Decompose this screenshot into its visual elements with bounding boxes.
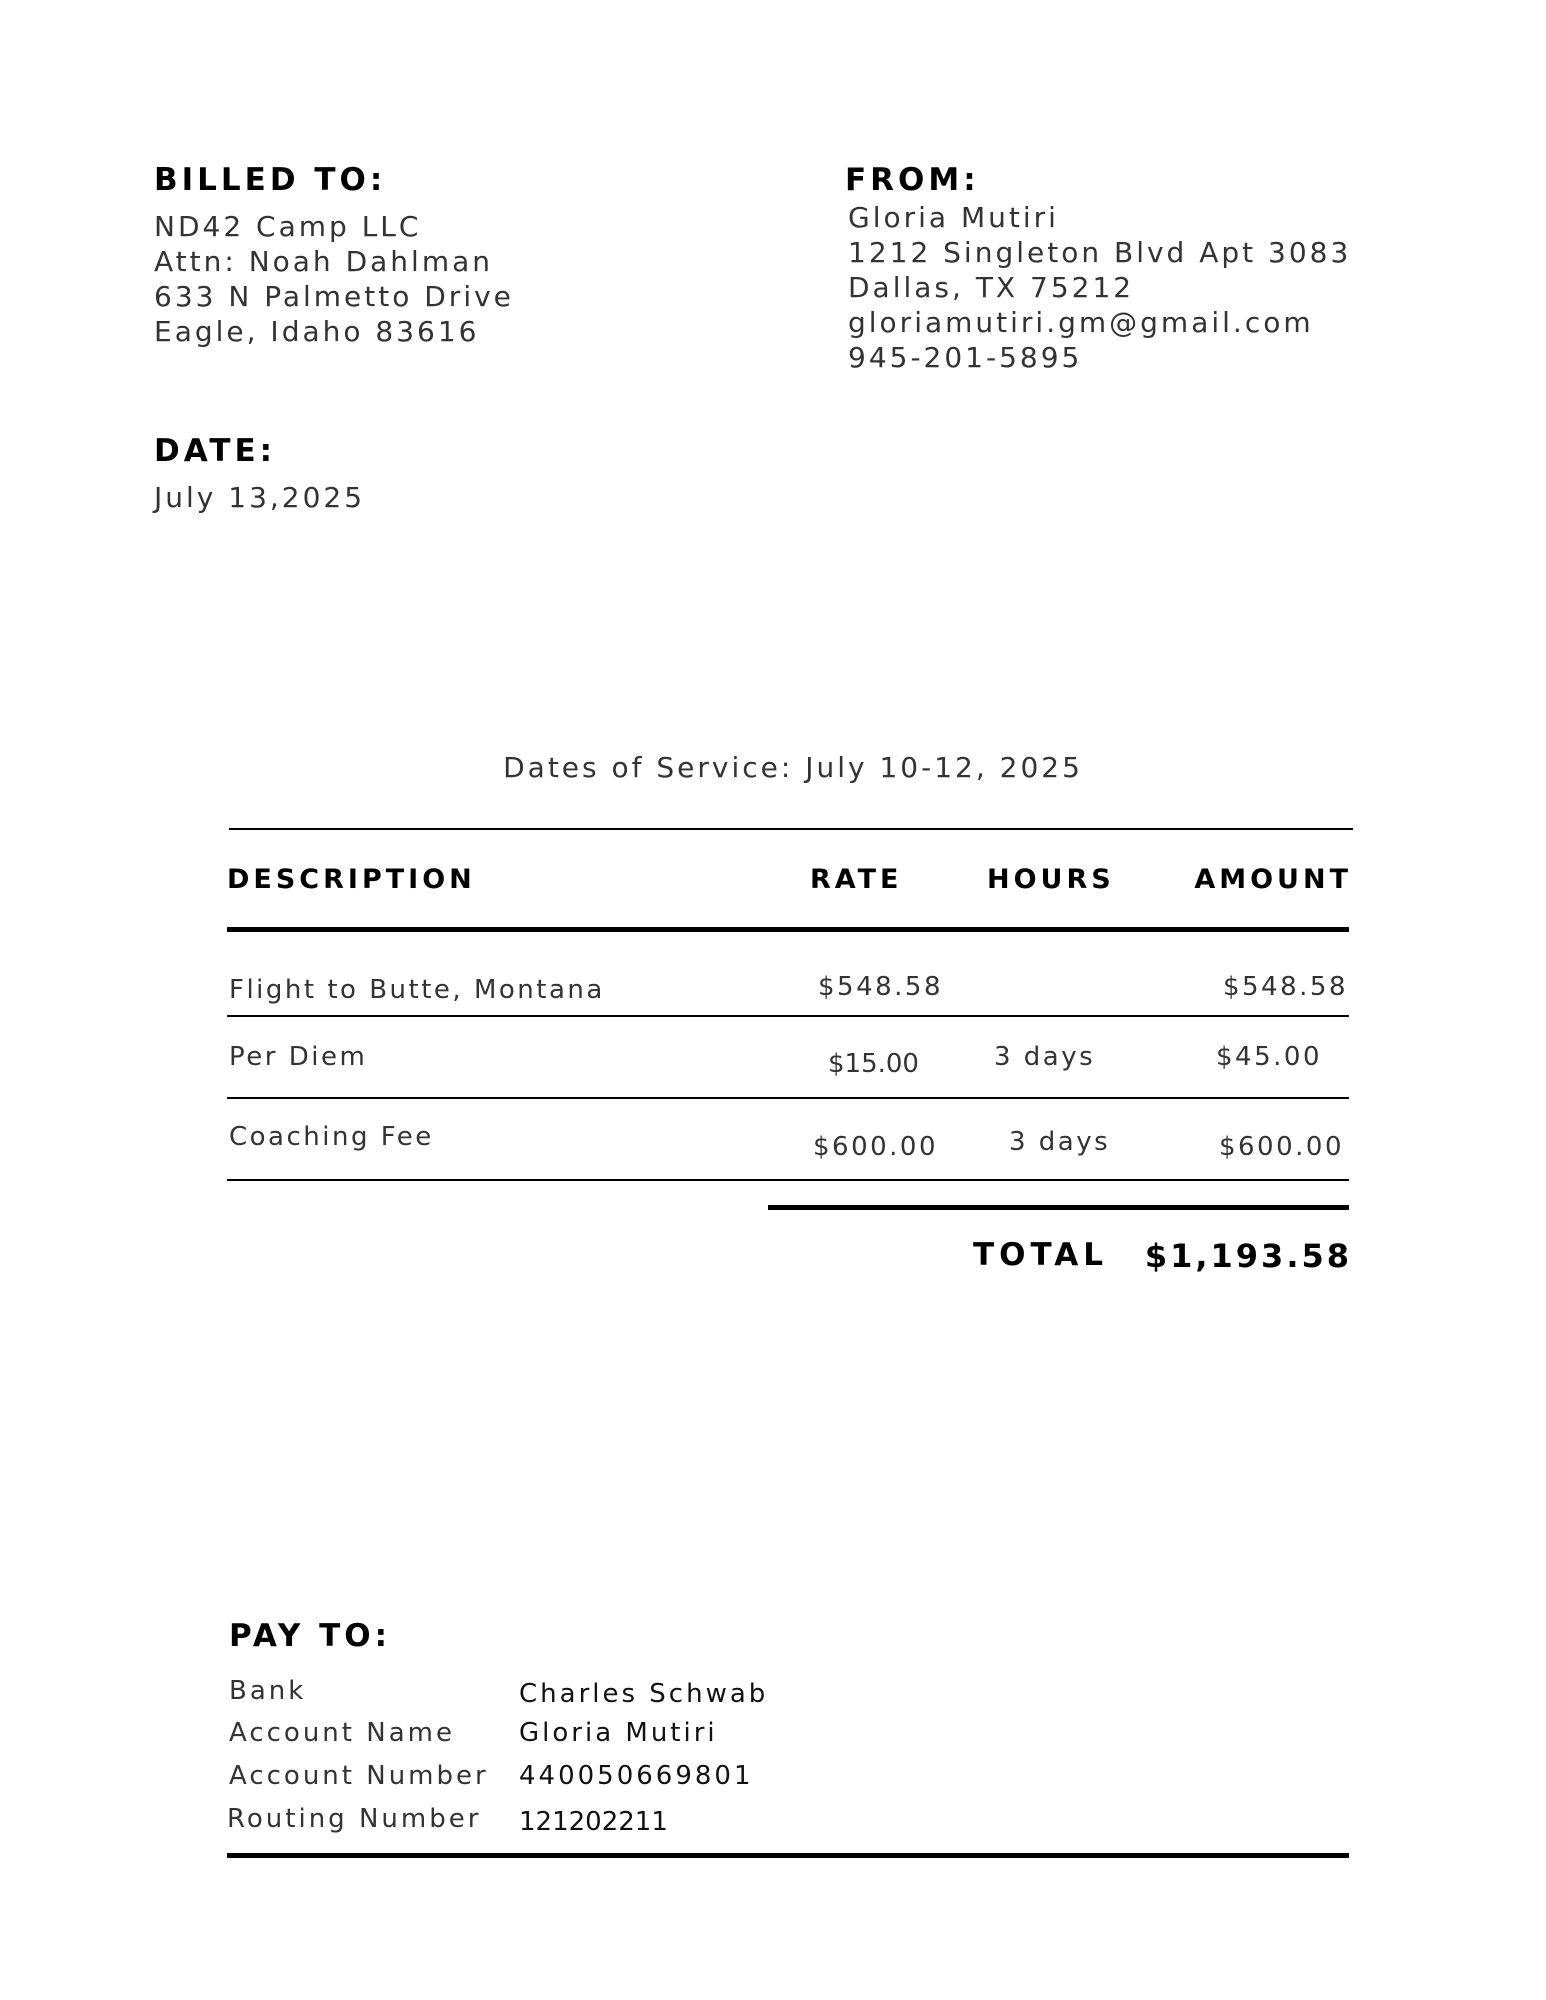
column-header-amount: AMOUNT xyxy=(1194,864,1352,895)
billed-to-address xyxy=(154,209,514,349)
billed-to-street: 633 N Palmetto Drive xyxy=(154,280,514,313)
billed-to-city: Eagle, Idaho 83616 xyxy=(154,315,480,348)
header-rule xyxy=(227,927,1349,932)
total-rule xyxy=(768,1205,1349,1210)
row-1-description: Flight to Butte, Montana xyxy=(229,975,605,1005)
billed-to-heading: BILLED TO: xyxy=(154,162,387,198)
row-3-description: Coaching Fee xyxy=(229,1122,434,1152)
row-1-rate: $548.58 xyxy=(818,972,944,1002)
pay-routing-number-label: Routing Number xyxy=(227,1804,482,1834)
pay-to-heading: PAY TO: xyxy=(229,1618,392,1654)
pay-account-name-value: Gloria Mutiri xyxy=(519,1718,718,1748)
row-1-amount: $548.58 xyxy=(1222,972,1348,1002)
from-address xyxy=(848,200,1351,375)
pay-bank-value: Charles Schwab xyxy=(519,1679,769,1709)
row-3-rate: $600.00 xyxy=(813,1132,939,1162)
column-header-hours: HOURS xyxy=(987,864,1115,895)
column-header-description: DESCRIPTION xyxy=(227,864,476,895)
row-1-rule xyxy=(227,1015,1349,1017)
row-2-hours: 3 days xyxy=(994,1042,1096,1072)
total-label: TOTAL xyxy=(973,1237,1108,1273)
from-phone: 945-201-5895 xyxy=(848,341,1083,374)
row-2-description: Per Diem xyxy=(229,1042,368,1072)
row-2-rate: $15.00 xyxy=(828,1049,919,1079)
from-street: 1212 Singleton Blvd Apt 3083 xyxy=(848,236,1352,269)
pay-account-name-label: Account Name xyxy=(229,1718,455,1748)
pay-account-number-value: 440050669801 xyxy=(519,1761,754,1791)
row-3-rule xyxy=(227,1179,1349,1181)
invoice-date: July 13,2025 xyxy=(154,481,366,514)
service-dates: Dates of Service: July 10-12, 2025 xyxy=(503,751,1083,784)
row-3-hours: 3 days xyxy=(1009,1127,1111,1157)
pay-bank-label: Bank xyxy=(229,1676,307,1706)
row-3-amount: $600.00 xyxy=(1218,1132,1344,1162)
from-heading: FROM: xyxy=(845,162,980,198)
row-2-amount: $45.00 xyxy=(1216,1042,1322,1072)
billed-to-attention: Attn: Noah Dahlman xyxy=(154,245,494,278)
row-2-rule xyxy=(227,1097,1349,1099)
total-amount: $1,193.58 xyxy=(1144,1237,1352,1275)
billed-to-company: ND42 Camp LLC xyxy=(154,210,422,243)
pay-account-number-label: Account Number xyxy=(229,1761,489,1791)
pay-routing-number-value: 121202211 xyxy=(519,1807,668,1837)
date-heading: DATE: xyxy=(154,433,277,469)
from-city: Dallas, TX 75212 xyxy=(848,271,1135,304)
from-email: gloriamutiri.gm@gmail.com xyxy=(848,306,1314,339)
pay-to-bottom-rule xyxy=(227,1853,1349,1858)
column-header-rate: RATE xyxy=(810,864,903,895)
from-name: Gloria Mutiri xyxy=(848,201,1059,234)
table-top-rule xyxy=(229,828,1353,830)
